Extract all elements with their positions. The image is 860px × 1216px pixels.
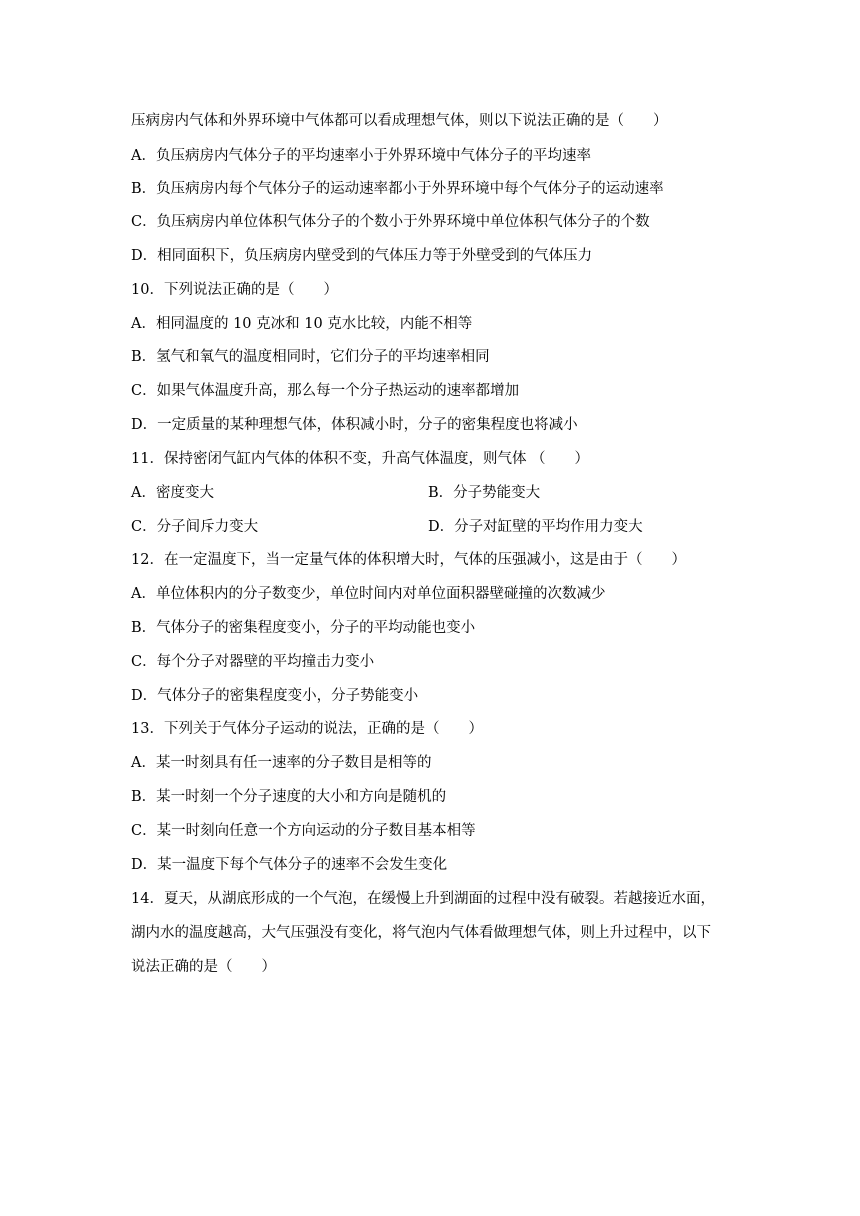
q14-stem-line-1: 14．夏天，从湖底形成的一个气泡，在缓慢上升到湖面的过程中没有破裂。若越接近水面， xyxy=(131,891,715,907)
q11-option-c: C．分子间斥力变大 xyxy=(131,519,259,535)
q11-stem: 11．保持密闭气缸内气体的体积不变，升高气体温度，则气体 （ ） xyxy=(131,451,590,467)
q12-stem: 12．在一定温度下，当一定量气体的体积增大时，气体的压强减小，这是由于（ ） xyxy=(131,552,686,568)
q10-option-a: A．相同温度的 10 克冰和 10 克水比较，内能不相等 xyxy=(131,316,473,332)
q9-option-c: C．负压病房内单位体积气体分子的个数小于外界环境中单位体积气体分子的个数 xyxy=(131,214,650,230)
q12-option-b: B．气体分子的密集程度变小，分子的平均动能也变小 xyxy=(131,620,476,636)
q10-option-b: B．氢气和氧气的温度相同时，它们分子的平均速率相同 xyxy=(131,349,490,365)
q11-option-a: A．密度变大 xyxy=(131,485,214,501)
q9-option-a: A．负压病房内气体分子的平均速率小于外界环境中气体分子的平均速率 xyxy=(131,148,591,164)
q10-stem: 10．下列说法正确的是（ ） xyxy=(131,282,338,298)
q12-option-a: A．单位体积内的分子数变少，单位时间内对单位面积器壁碰撞的次数减少 xyxy=(131,586,606,602)
q12-option-d: D．气体分子的密集程度变小，分子势能变小 xyxy=(131,688,419,704)
q9-option-d: D．相同面积下，负压病房内壁受到的气体压力等于外壁受到的气体压力 xyxy=(131,248,593,264)
q13-option-a: A．某一时刻具有任一速率的分子数目是相等的 xyxy=(131,755,432,771)
q12-option-c: C．每个分子对器壁的平均撞击力变小 xyxy=(131,654,375,670)
q13-stem: 13．下列关于气体分子运动的说法，正确的是（ ） xyxy=(131,721,483,737)
q11-option-b: B．分子势能变大 xyxy=(428,485,541,501)
q10-option-d: D．一定质量的某种理想气体，体积减小时，分子的密集程度也将减小 xyxy=(131,417,578,433)
q9-option-b: B．负压病房内每个气体分子的运动速率都小于外界环境中每个气体分子的运动速率 xyxy=(131,181,664,197)
q14-stem-line-3: 说法正确的是（ ） xyxy=(131,959,276,975)
q9-stem-continuation: 压病房内气体和外界环境中气体都可以看成理想气体，则以下说法正确的是（ ） xyxy=(131,113,668,129)
q11-option-d: D．分子对缸壁的平均作用力变大 xyxy=(428,519,643,535)
q10-option-c: C．如果气体温度升高，那么每一个分子热运动的速率都增加 xyxy=(131,383,520,399)
q13-option-b: B．某一时刻一个分子速度的大小和方向是随机的 xyxy=(131,789,447,805)
q14-stem-line-2: 湖内水的温度越高，大气压强没有变化，将气泡内气体看做理想气体，则上升过程中，以下 xyxy=(131,925,711,941)
q13-option-c: C．某一时刻向任意一个方向运动的分子数目基本相等 xyxy=(131,823,476,839)
q13-option-d: D．某一温度下每个气体分子的速率不会发生变化 xyxy=(131,857,448,873)
